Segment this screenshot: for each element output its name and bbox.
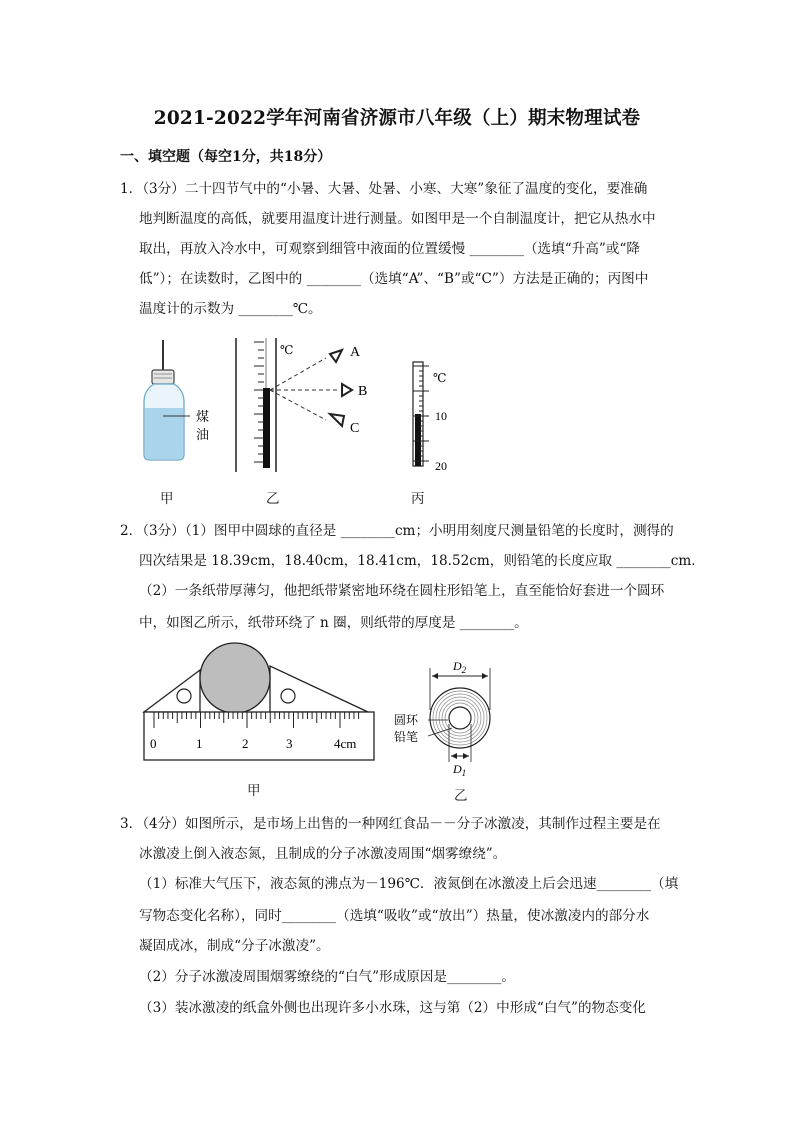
wound-pencil-diagram [428, 668, 490, 762]
q1-caption-jia: 甲 [160, 491, 174, 507]
d2-label: $D_2$ [453, 659, 467, 675]
celsius-unit-label: ℃ [280, 343, 294, 357]
ring-label: 圆环 [394, 713, 419, 727]
q1-line-4: 低”）；在读数时，乙图中的 ________（选填“A”、“B”或“C”）方法是正确的；丙图中 [139, 271, 649, 287]
eye-c-icon [330, 414, 344, 426]
q3-line-4: 写物态变化名称），同时________（选填“吸收”或“放出”）热量，使冰激凌内的部分水 [139, 908, 650, 924]
q3-line-2: 冰激凌上倒入液态氮，且制成的分子冰激凌周围“烟雾缭绕”。 [139, 846, 507, 862]
tick-label-20: 20 [435, 459, 447, 473]
q1-caption-bing: 丙 [411, 491, 425, 507]
kerosene-label-1: 煤 [196, 409, 210, 424]
q3-line-5: 凝固成冰，制成“分子冰激凌”。 [139, 938, 330, 954]
q1-line-5: 温度计的示数为 ________℃。 [139, 301, 322, 317]
q3-line-3: （1）标准大气压下，液态氮的沸点为－196℃．液氮倒在冰激凌上后会迅速________（填 [139, 876, 679, 892]
q2-line-2: 四次结果是 18.39cm，18.40cm，18.41cm，18.52cm，则铅笔的长度应取 ________cm. [139, 553, 696, 569]
section-heading: 一、填空题（每空1分，共18分） [120, 149, 332, 165]
d1-label: $D_1$ [453, 762, 467, 778]
q1-figure [130, 330, 470, 480]
view-label-a: A [350, 345, 361, 360]
kerosene-label-2: 油 [196, 427, 210, 442]
q1-caption-yi: 乙 [266, 491, 280, 507]
ruler-label-3: 3 [286, 736, 293, 751]
view-label-c: C [350, 421, 360, 436]
celsius-unit-label-2: ℃ [433, 371, 447, 385]
ball [200, 643, 270, 713]
q3-line-7: （3）装冰激凌的纸盒外侧也出现许多小水珠，这与第（2）中形成“白气”的物态变化 [139, 1000, 646, 1016]
homemade-thermometer-bottle [144, 340, 190, 460]
q1-line-2: 地判断温度的高低，就要用温度计进行测量。如图甲是一个自制温度计，把它从热水中 [139, 211, 656, 227]
ruler-label-1: 1 [196, 736, 203, 751]
q2-caption-jia: 甲 [247, 783, 261, 799]
q1-line-1: 1．（3分）二十四节气中的“小暑、大暑、处暑、小寒、大寒”象征了温度的变化，要准确 [120, 181, 648, 197]
pencil-label: 铅笔 [394, 730, 419, 744]
tick-label-10: 10 [435, 409, 447, 423]
q3-line-6: （2）分子冰激凌周围烟雾缭绕的“白气”形成原因是________。 [139, 969, 515, 985]
ruler-label-4cm: 4cm [334, 736, 357, 751]
display-thermometer [413, 362, 447, 473]
ruler-label-0: 0 [150, 736, 157, 751]
q2-line-4: 中，如图乙所示，纸带环绕了 n 圈，则纸带的厚度是 ________。 [139, 615, 528, 631]
page-title: 2021-2022学年河南省济源市八年级（上）期末物理试卷 [153, 108, 641, 129]
view-label-b: B [358, 384, 368, 399]
q2-caption-yi: 乙 [454, 788, 468, 804]
q2-figure [140, 640, 500, 780]
reading-thermometer [236, 338, 367, 472]
q2-line-1: 2．（3分）（1）图甲中圆球的直径是 ________cm；小明用刻度尺测量铅笔的长度时，测得的 [120, 523, 674, 539]
q3-line-1: 3．（4分）如图所示，是市场上出售的一种网红食品－－分子冰激凌，其制作过程主要是在 [120, 816, 661, 832]
eye-b-icon [342, 384, 352, 396]
q2-line-3: （2）一条纸带厚薄匀，他把纸带紧密地环绕在圆柱形铅笔上，直至能恰好套进一个圆环 [139, 583, 665, 599]
eye-a-icon [330, 350, 342, 362]
q1-line-3: 取出，再放入冷水中，可观察到细管中液面的位置缓慢 ________（选填“升高”或“降 [139, 241, 640, 257]
ruler-label-2: 2 [242, 736, 249, 751]
ruler-with-triangles [144, 643, 374, 760]
